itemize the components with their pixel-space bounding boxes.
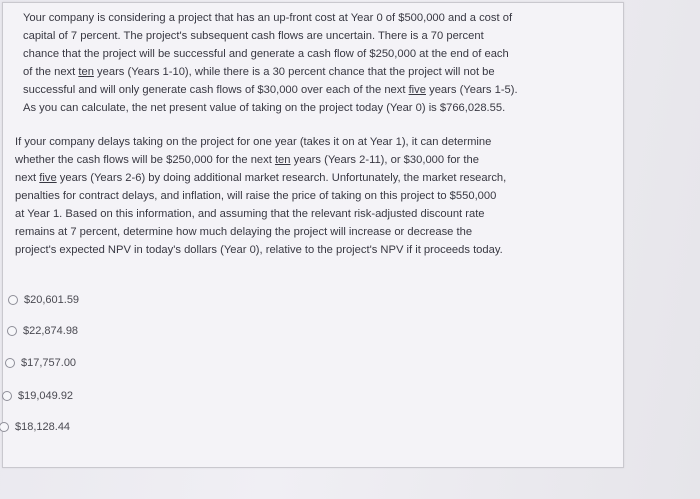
question-paragraph-1: [23, 9, 583, 117]
question-card: [2, 2, 624, 468]
radio-button[interactable]: [0, 422, 9, 432]
underlined-term: five: [408, 84, 426, 96]
option-label: $20,601.59: [24, 294, 80, 306]
text-line: [23, 63, 583, 81]
text-line: capital of 7 percent. The project's subsequent cash flows are uncertain. There is a 70 percent: [23, 30, 484, 42]
text-fragment: next: [15, 172, 40, 184]
option-label: $22,874.98: [23, 325, 79, 337]
answer-option-1[interactable]: [8, 294, 79, 306]
underlined-term: five: [39, 172, 57, 184]
text-line: at Year 1. Based on this information, and assuming that the relevant risk-adjusted discount rate: [15, 208, 485, 220]
radio-button[interactable]: [7, 326, 17, 336]
option-label: $18,128.44: [15, 421, 71, 433]
text-fragment: whether the cash flows will be $250,000 for the next: [15, 154, 275, 166]
radio-button[interactable]: [2, 391, 12, 401]
text-line: chance that the project will be successful and generate a cash flow of $250,000 at the end of each: [23, 48, 509, 60]
answer-option-5[interactable]: [0, 421, 70, 433]
option-label: $17,757.00: [21, 357, 77, 369]
text-fragment: years (Years 1-10), while there is a 30 percent chance that the project will not be: [93, 66, 495, 78]
text-line: As you can calculate, the net present value of taking on the project today (Year 0) is $766,028.55.: [23, 102, 506, 114]
text-line: Your company is considering a project that has an up-front cost at Year 0 of $500,000 and a cost of: [23, 12, 513, 24]
text-line: [15, 169, 595, 187]
text-line: project's expected NPV in today's dollars (Year 0), relative to the project's NPV if it proceeds today.: [15, 244, 503, 256]
text-fragment: of the next: [23, 66, 79, 78]
radio-button[interactable]: [8, 295, 18, 305]
question-paragraph-2: [15, 133, 595, 259]
answer-option-2[interactable]: [7, 325, 78, 337]
text-fragment: years (Years 2-11), or $30,000 for the: [290, 154, 479, 166]
text-fragment: years (Years 1-5).: [426, 84, 518, 96]
text-line: [15, 151, 595, 169]
text-line: penalties for contract delays, and inflation, will raise the price of taking on this project to $550,000: [15, 190, 497, 202]
text-fragment: successful and will only generate cash flows of $30,000 over each of the next: [23, 84, 409, 96]
answer-option-4[interactable]: [2, 390, 73, 402]
text-fragment: years (Years 2-6) by doing additional market research. Unfortunately, the market research,: [56, 172, 507, 184]
radio-button[interactable]: [5, 358, 15, 368]
text-line: If your company delays taking on the project for one year (takes it on at Year 1), it can determine: [15, 136, 492, 148]
text-line: remains at 7 percent, determine how much delaying the project will increase or decrease the: [15, 226, 473, 238]
underlined-term: ten: [78, 66, 94, 78]
text-line: [23, 81, 583, 99]
option-label: $19,049.92: [18, 390, 74, 402]
answer-option-3[interactable]: [5, 357, 76, 369]
underlined-term: ten: [274, 154, 291, 166]
